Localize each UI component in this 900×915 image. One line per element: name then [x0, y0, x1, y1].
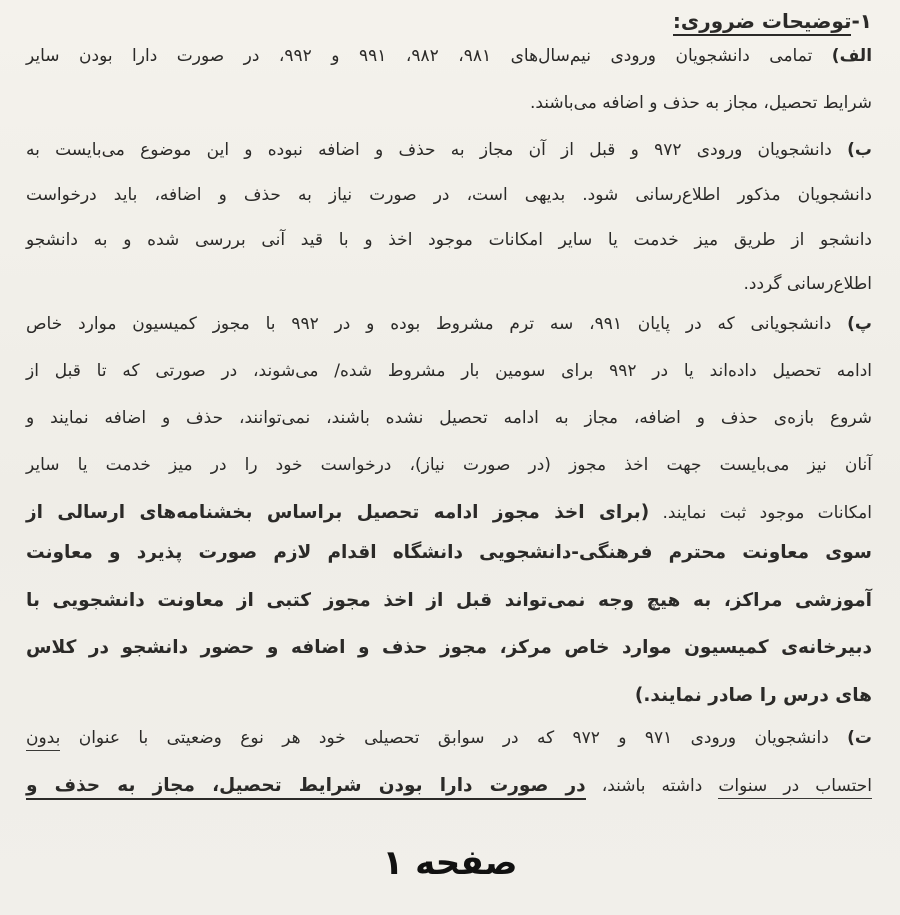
item-te-marker: ت)	[847, 728, 873, 748]
item-be	[26, 142, 872, 321]
item-pe-line-3: شروع بازه‌ی حذف و اضافه، مجاز به ادامه تحصیل نشده باشند، نمی‌توانند، حذف و اضافه نمایند و	[26, 408, 872, 428]
item-pe-text-1: دانشجویانی که در پایان ۹۹۱، سه ترم مشروط بوده و در ۹۹۲ با مجوز کمیسیون موارد خاص	[26, 314, 832, 334]
item-be-marker: ب)	[847, 140, 873, 160]
item-te	[26, 730, 872, 824]
item-te-text-1: دانشجویان ورودی ۹۷۱ و ۹۷۲ که در سوابق تحصیلی خود هر نوع وضعیتی با عنوان	[78, 728, 829, 748]
item-te-text-2: داشته باشند،	[601, 776, 703, 796]
item-te-underlined-2: احتساب در سنوات	[718, 776, 872, 799]
item-te-underlined-1: بدون	[26, 728, 60, 751]
item-pe-line-4: آنان نیز می‌بایست جهت اخذ مجوز (در صورت نیاز)، درخواست خود را در میز خدمت یا سایر	[26, 455, 872, 475]
item-pe-bold-line-1: سوی معاونت محترم فرهنگی-دانشجویی دانشگاه اقدام لازم صورت پذیرد و معاونت	[26, 542, 872, 563]
item-te-line-2	[26, 777, 872, 824]
item-pe-line-5-bold: (برای اخذ مجوز ادامه تحصیل براساس بخشنامه‌های ارسالی از	[26, 502, 650, 523]
item-be-text-1: دانشجویان ورودی ۹۷۲ و قبل از آن مجاز به حذف و اضافه نبوده و این موضوع می‌بایست به	[26, 140, 832, 160]
item-pe-marker: پ)	[847, 314, 873, 334]
item-be-line-4: اطلاع‌رسانی گردد.	[743, 274, 872, 295]
section-heading	[673, 6, 872, 36]
item-pe-line-1	[26, 316, 872, 363]
item-pe-bold-block	[26, 544, 872, 734]
item-pe-bold-line-3: دبیرخانه‌ی کمیسیون موارد خاص مرکز، مجوز حذف و اضافه و حضور دانشجو در کلاس	[26, 637, 872, 658]
item-be-line-2: دانشجویان مذکور اطلاع‌رسانی شود. بدیهی است، در صورت نیاز به حذف و اضافه، باید درخواست	[26, 184, 872, 205]
item-be-line-1	[26, 142, 872, 187]
item-alef-marker: الف)	[831, 46, 873, 66]
item-pe	[26, 316, 872, 551]
item-te-line-1	[26, 730, 872, 777]
item-alef-text-1: تمامی دانشجویان ورودی نیم‌سال‌های ۹۸۱، ۹۸۲، ۹۹۱ و ۹۹۲، در صورت دارا بودن سایر	[26, 46, 813, 66]
item-alef	[26, 48, 872, 129]
item-pe-line-2: ادامه تحصیل داده‌اند یا در ۹۹۲ برای سومین بار مشروط شده/ می‌شوند، در صورتی که تا قبل از	[26, 361, 872, 381]
section-number: ۱-	[851, 9, 872, 33]
item-te-bold-underlined: در صورت دارا بودن شرایط تحصیل، مجاز به حذف و	[26, 775, 586, 800]
item-alef-line-2: شرایط تحصیل، مجاز به حذف و اضافه می‌باشند.	[529, 93, 872, 113]
item-pe-bold-line-2: آموزشی مراکز، به هیچ وجه نمی‌تواند قبل از اخذ مجوز کتبی از معاونت دانشجویی با	[26, 589, 872, 611]
item-pe-line-5-normal: امکانات موجود ثبت نمایند.	[662, 503, 872, 523]
item-alef-line-1	[26, 48, 872, 95]
item-be-line-3: دانشجو از طریق میز خدمت یا سایر امکانات موجود اخذ و با قید آنی بررسی شده و به دانشجو	[26, 229, 872, 250]
section-title: توضیحات ضروری:	[673, 9, 852, 36]
item-pe-bold-line-4: های درس را صادر نمایند.)	[634, 684, 872, 706]
page-number-label: صفحه ۱	[382, 843, 518, 883]
